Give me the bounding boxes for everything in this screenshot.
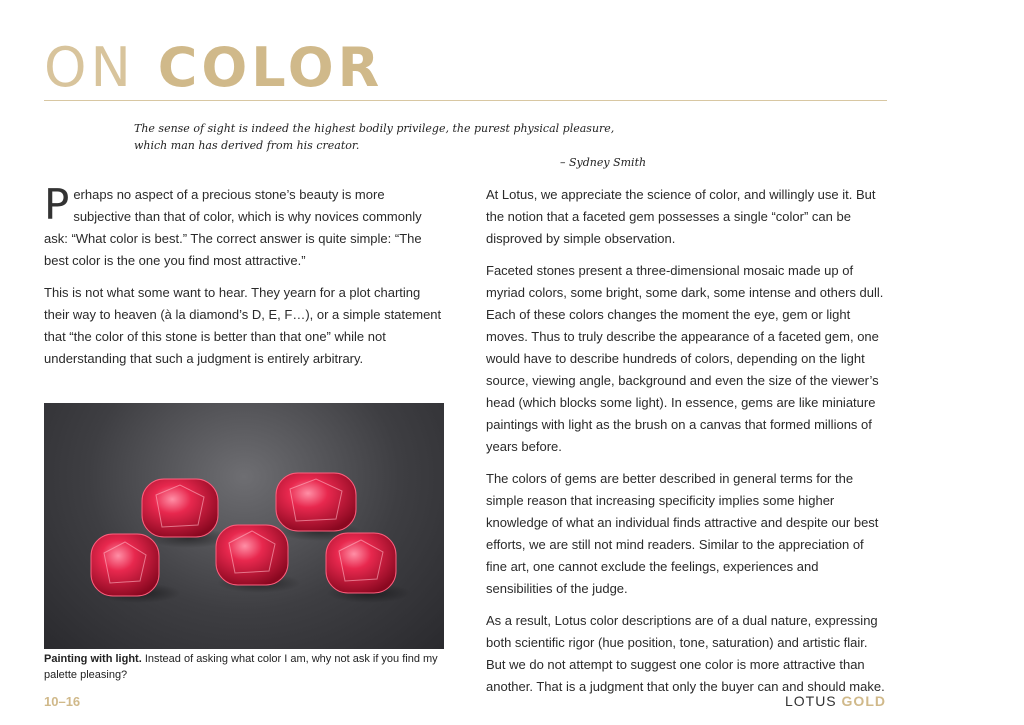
left-column — [44, 180, 444, 380]
title-light-word: ON — [44, 36, 135, 99]
page-number: 10–16 — [44, 694, 81, 709]
right-paragraph-3: The colors of gems are better described in general terms for the simple reason that increasing specificity implies some higher knowledge of what an individual finds attractive and despite our best efforts, we are still not mind readers. Similar to the appreciation of fine art, one cannot exclude the feelings, experiences and sensibilities of the judge. — [486, 471, 879, 596]
left-paragraph-2: This is not what some want to hear. They yearn for a plot charting their way to heaven (à la diamond’s D, E, F…), or a simple statement that “the color of this stone is better than that one” while not understanding that such a judgment is entirely arbitrary. — [44, 285, 442, 366]
right-column — [486, 184, 886, 708]
photo-caption — [44, 651, 444, 683]
brand-second-word: GOLD — [841, 693, 886, 709]
caption-text: Instead of asking what color I am, why not ask if you find my palette pleasing? — [44, 653, 438, 681]
title-bold-word: COLOR — [157, 36, 384, 99]
epigraph-author: – Sydney Smith — [560, 156, 647, 169]
gem-2 — [142, 479, 218, 537]
right-paragraph-1: At Lotus, we appreciate the science of color, and willingly use it. But the notion that a faceted gem possesses a single “color” can be disproved by simple observation. — [486, 187, 876, 246]
caption-title: Painting with light. — [44, 653, 142, 665]
brand-footer — [785, 693, 886, 709]
right-paragraph-2: Faceted stones present a three-dimensional mosaic made up of myriad colors, some bright, some dark, some intense and others dull. Each of these colors changes the moment the eye, gem or light moves. Thus to truly describe the appearance of a faceted gem, one would have to describe hundreds of colors, depending on the light source, viewing angle, background and even the size of the viewer’s head (which blocks some light). In essence, gems are like miniature paintings with light as the brush on a canvas that formed millions of years before. — [486, 263, 884, 454]
epigraph-quote: The sense of sight is indeed the highest bodily privilege, the purest physical pleasure, which man has derived from his creator. — [134, 122, 615, 152]
gemstones-photo — [44, 403, 444, 649]
gemstones-illustration — [44, 403, 444, 649]
right-paragraph-4: As a result, Lotus color descriptions are of a dual nature, expressing both scientific rigor (hue position, tone, saturation) and artistic flair. But we do not attempt to suggest one color is more attractive than another. That is a judgment that only the buyer can and should make. — [486, 613, 885, 694]
drop-cap: P — [44, 180, 70, 229]
gem-3 — [216, 525, 288, 585]
gem-4 — [276, 473, 356, 531]
title-divider — [44, 100, 887, 101]
left-paragraph-1 — [44, 180, 444, 272]
page-title — [44, 38, 383, 98]
gem-5 — [326, 533, 396, 593]
left-paragraph-1-text: erhaps no aspect of a precious stone’s beauty is more subjective than that of color, which is why novices commonly ask: “What color is best.” The correct answer is quite simple: “The best color is the one you find most attractive.” — [44, 187, 422, 268]
gem-1 — [91, 534, 159, 596]
brand-first-word: LOTUS — [784, 693, 837, 709]
